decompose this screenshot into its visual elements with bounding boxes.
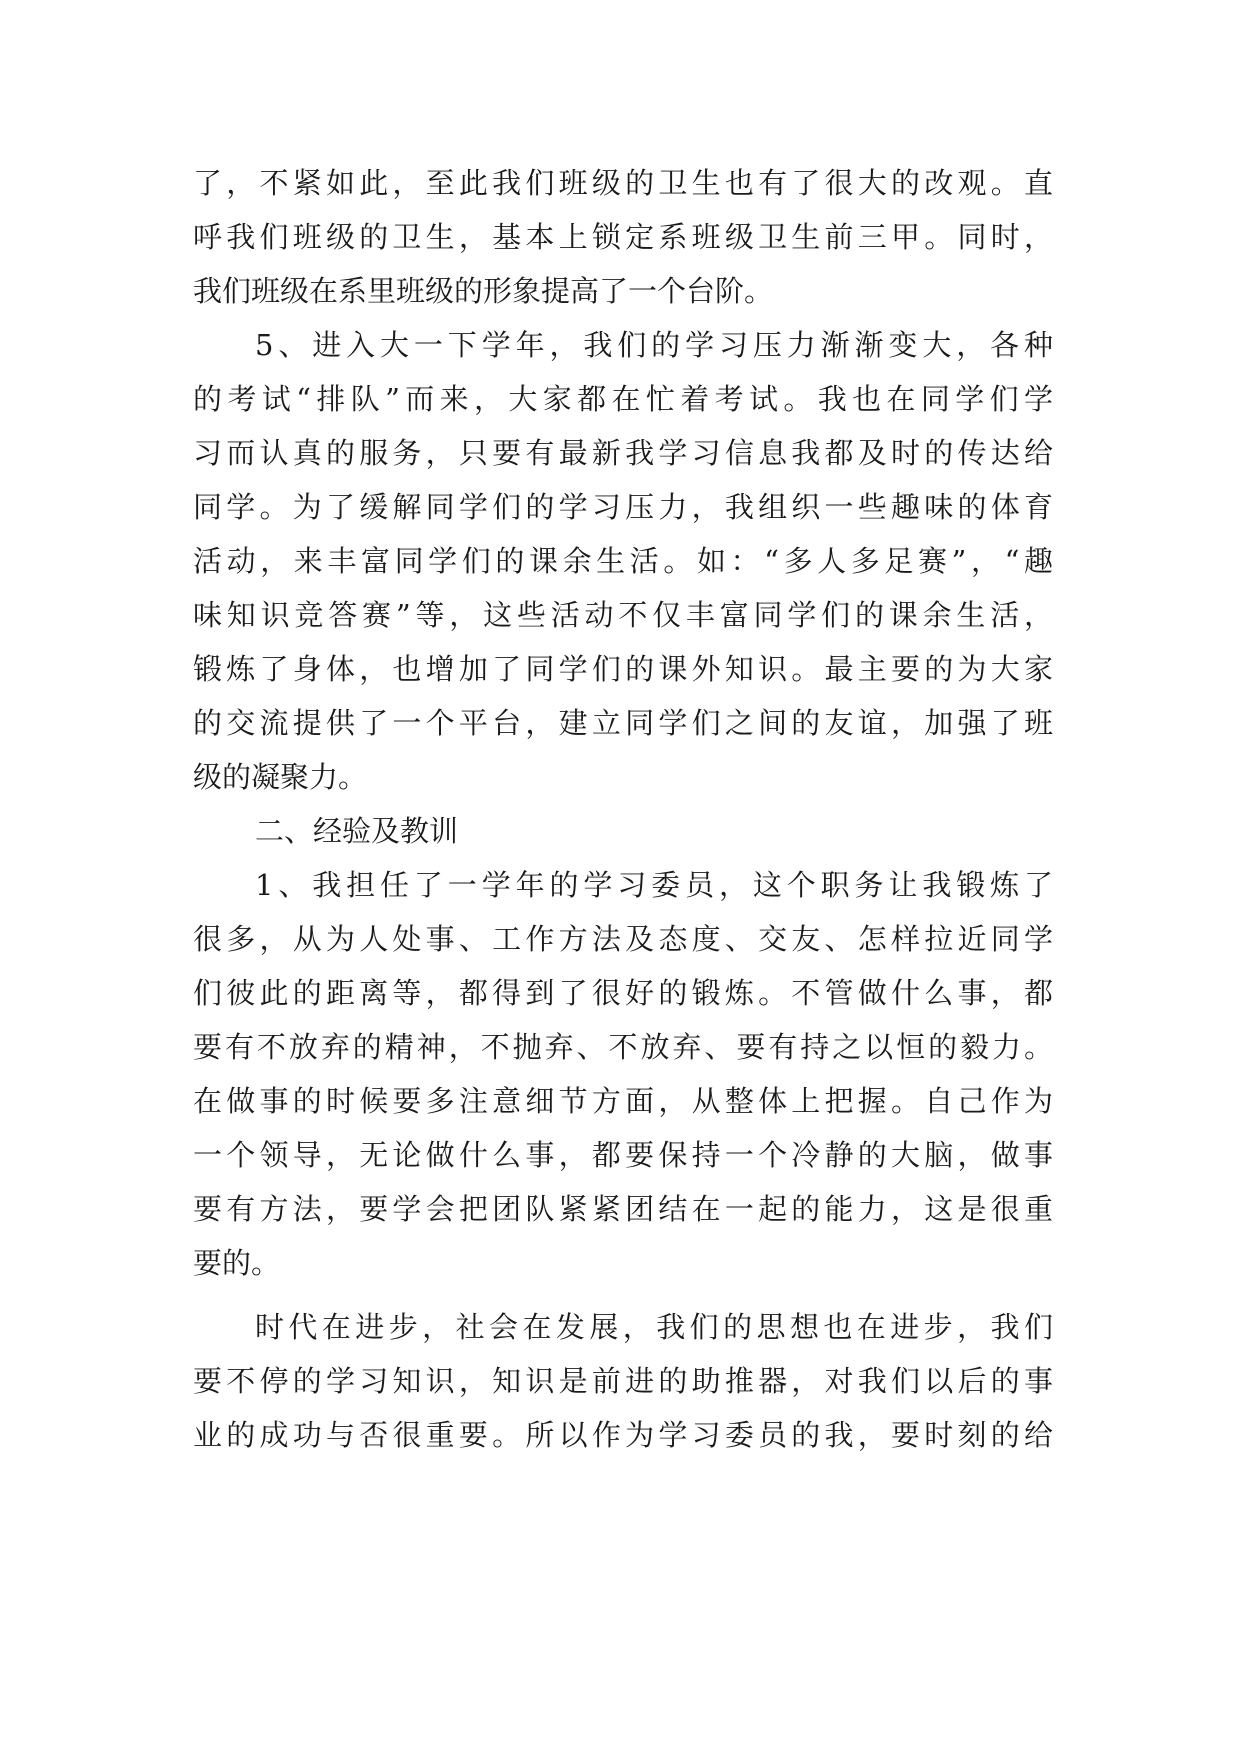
paragraph-spacer <box>193 1290 1053 1300</box>
text-line: 5、进入大一下学年，我们的学习压力渐渐变大，各种 <box>255 328 1053 362</box>
text-line: 锻炼了身体，也增加了同学们的课外知识。最主要的为大家 <box>193 652 1053 686</box>
text-line: 味知识竞答赛”等，这些活动不仅丰富同学们的课余生活， <box>193 598 1053 632</box>
text-line: 级的凝聚力。 <box>193 760 368 794</box>
paragraph-item-5 <box>193 318 1053 804</box>
text-line: 呼我们班级的卫生，基本上锁定系班级卫生前三甲。同时， <box>193 220 1053 254</box>
text-line: 的交流提供了一个平台，建立同学们之间的友谊，加强了班 <box>193 706 1053 740</box>
text-line: 业的成功与否很重要。所以作为学习委员的我，要时刻的给 <box>193 1418 1053 1452</box>
text-line: 习而认真的服务，只要有最新我学习信息我都及时的传达给 <box>193 436 1053 470</box>
text-line: 一个领导，无论做什么事，都要保持一个冷静的大脑，做事 <box>193 1138 1053 1172</box>
text-line: 我们班级在系里班级的形象提高了一个台阶。 <box>193 274 774 308</box>
text-line: 活动，来丰富同学们的课余生活。如：“多人多足赛”，“趣 <box>193 544 1053 578</box>
text-line: 很多，从为人处事、工作方法及态度、交友、怎样拉近同学 <box>193 922 1053 956</box>
paragraph-hygiene-summary <box>193 156 1053 318</box>
text-line: 要的。 <box>193 1246 281 1280</box>
document-body <box>193 156 1053 1462</box>
text-line: 同学。为了缓解同学们的学习压力，我组织一些趣味的体育 <box>193 490 1053 524</box>
text-line: 了，不紧如此，至此我们班级的卫生也有了很大的改观。直 <box>193 166 1053 200</box>
text-line: 1、我担任了一学年的学习委员，这个职务让我锻炼了 <box>255 868 1053 902</box>
text-line: 们彼此的距离等，都得到了很好的锻炼。不管做什么事，都 <box>193 976 1053 1010</box>
section-heading <box>193 804 1053 858</box>
text-line: 在做事的时候要多注意细节方面，从整体上把握。自己作为 <box>193 1084 1053 1118</box>
section-heading-text: 二、经验及教训 <box>255 814 459 848</box>
text-line: 时代在进步，社会在发展，我们的思想也在进步，我们 <box>255 1310 1053 1344</box>
text-line: 要有不放弃的精神，不抛弃、不放弃、要有持之以恒的毅力。 <box>193 1030 1053 1064</box>
paragraph-item-1 <box>193 858 1053 1290</box>
text-line: 的考试“排队”而来，大家都在忙着考试。我也在同学们学 <box>193 382 1053 416</box>
paragraph-conclusion <box>193 1300 1053 1462</box>
text-line: 要不停的学习知识，知识是前进的助推器，对我们以后的事 <box>193 1364 1053 1398</box>
text-line: 要有方法，要学会把团队紧紧团结在一起的能力，这是很重 <box>193 1192 1053 1226</box>
